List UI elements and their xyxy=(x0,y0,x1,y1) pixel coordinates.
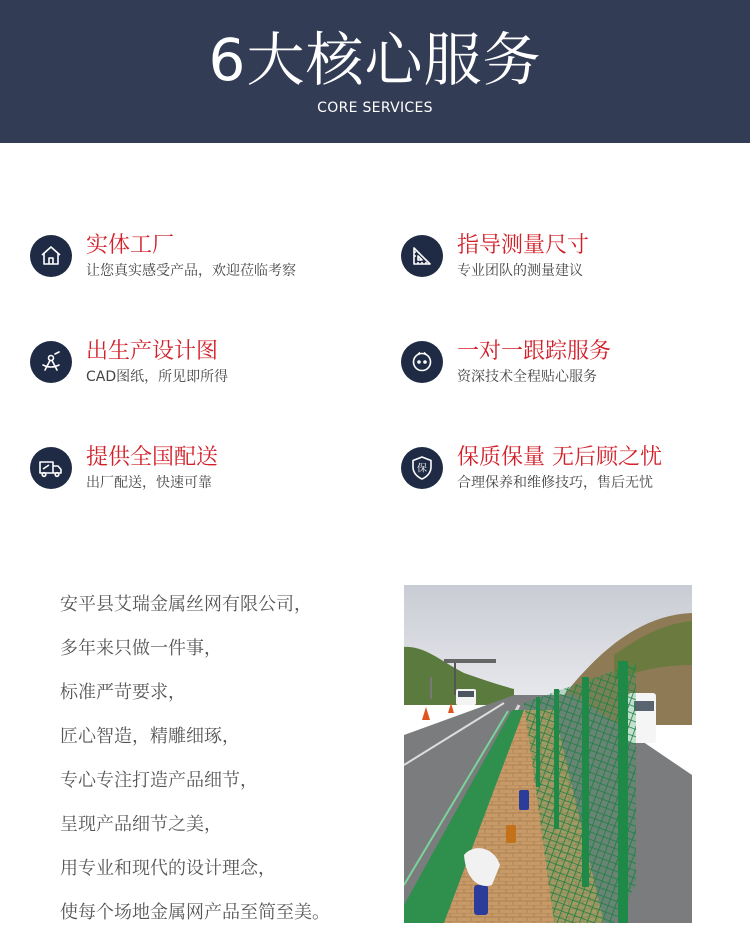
chat-bubble-icon xyxy=(401,341,443,383)
service-title: 一对一跟踪服务 xyxy=(457,339,612,364)
service-title: 指导测量尺寸 xyxy=(457,233,590,258)
product-photo xyxy=(404,585,692,923)
service-desc: 合理保养和维修技巧，售后无忧 xyxy=(457,475,653,491)
service-item-design xyxy=(30,338,360,398)
service-desc: 专业团队的测量建议 xyxy=(457,263,583,279)
intro-line: 标准严苛要求， xyxy=(60,682,186,703)
service-desc: 资深技术全程贴心服务 xyxy=(457,369,597,385)
service-title: 保质保量 无后顾之忧 xyxy=(457,445,662,470)
design-compass-icon xyxy=(30,341,72,383)
service-item-delivery xyxy=(30,444,360,504)
intro-line: 用专业和现代的设计理念， xyxy=(60,858,276,879)
service-title: 提供全国配送 xyxy=(86,445,219,470)
intro-line: 呈现产品细节之美， xyxy=(60,814,222,835)
house-icon xyxy=(30,235,72,277)
service-item-tracking xyxy=(401,338,731,398)
ruler-triangle-icon xyxy=(401,235,443,277)
intro-line: 多年来只做一件事， xyxy=(60,638,222,659)
service-item-guarantee xyxy=(401,444,731,504)
header-banner xyxy=(0,0,750,143)
service-desc: CAD图纸，所见即所得 xyxy=(86,369,229,385)
service-desc: 出厂配送，快速可靠 xyxy=(86,475,212,491)
intro-line: 安平县艾瑞金属丝网有限公司， xyxy=(60,594,312,615)
service-item-measure xyxy=(401,232,731,292)
service-item-factory xyxy=(30,232,360,292)
service-desc: 让您真实感受产品，欢迎莅临考察 xyxy=(86,263,296,279)
shield-glyph: 保 xyxy=(417,463,427,475)
service-title: 出生产设计图 xyxy=(86,339,219,364)
intro-line: 匠心智造，精雕细琢， xyxy=(60,726,240,747)
page-title: 6大核心服务 xyxy=(208,26,542,94)
service-title: 实体工厂 xyxy=(86,233,175,258)
delivery-truck-icon xyxy=(30,447,72,489)
intro-line: 专心专注打造产品细节， xyxy=(60,770,258,791)
company-intro xyxy=(60,583,390,935)
page-subtitle: CORE SERVICES xyxy=(317,100,433,116)
intro-line: 使每个场地金属网产品至简至美。 xyxy=(60,902,330,923)
shield-icon xyxy=(401,447,443,489)
